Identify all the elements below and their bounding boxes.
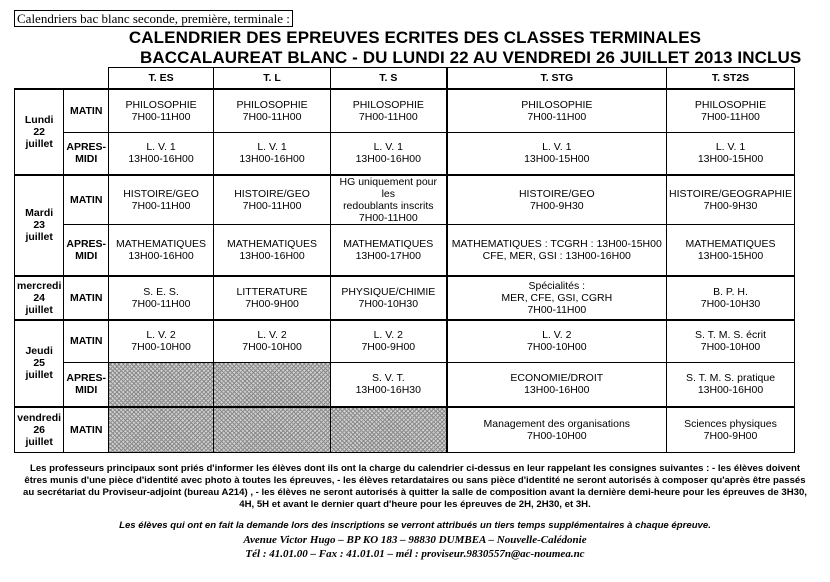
no-exam-cell bbox=[109, 407, 214, 453]
session-apres-midi: APRES- MIDI bbox=[64, 225, 109, 276]
table-row bbox=[15, 175, 795, 225]
exam-cell: S. E. S. 7H00-11H00 bbox=[109, 276, 214, 320]
exam-cell: PHILOSOPHIE 7H00-11H00 bbox=[109, 89, 214, 132]
exam-cell: PHILOSOPHIE 7H00-11H00 bbox=[667, 89, 795, 132]
tiers-temps-note: Les élèves qui ont en fait la demande lors des inscriptions se verront attribués un tiers temps supplémentaires à chaque épreuve. bbox=[119, 520, 711, 531]
table-row bbox=[15, 407, 795, 453]
exam-cell: MATHEMATIQUES 13H00-15H00 bbox=[667, 225, 795, 276]
exam-cell: Sciences physiques 7H00-9H00 bbox=[667, 407, 795, 453]
session-matin: MATIN bbox=[64, 407, 109, 453]
table-header-row bbox=[15, 68, 795, 90]
exam-cell: HG uniquement pour les redoublants inscrits 7H00-11H00 bbox=[331, 175, 447, 225]
page-subtitle: BACCALAUREAT BLANC - DU LUNDI 22 AU VENDREDI 26 JUILLET 2013 INCLUS bbox=[140, 48, 802, 67]
table-row bbox=[15, 276, 795, 320]
instructions-paragraph: Les professeurs principaux sont priés d'informer les élèves dont ils ont la charge du calendrier ci-dessus en leur rappelant les consignes suivantes : - les élèves doivent êtres munis d'une pièce d'identité avec photo à toutes les épreuves, - les élèves retardataires ou sans pièce d'identité ne seront autorisés à composer qu'après être passés au secrétariat du Proviseur-adjoint (bureau A214) , - les élèves ne seront autorisés à quitter la salle de composition avant la dernière demi-heure pour les épreuves de 3H30, 4H, 5H et avant le dernier quart d'heure pour les épreuves de 2H, 2H30, et 3H. bbox=[23, 463, 807, 510]
exam-cell: MATHEMATIQUES 13H00-17H00 bbox=[331, 225, 447, 276]
day-cell-jeudi: Jeudi 25 juillet bbox=[15, 320, 64, 407]
exam-cell: MATHEMATIQUES 13H00-16H00 bbox=[214, 225, 331, 276]
no-exam-cell bbox=[214, 407, 331, 453]
table-row bbox=[15, 132, 795, 175]
session-matin: MATIN bbox=[64, 276, 109, 320]
column-header-ts: T. S bbox=[331, 68, 447, 90]
session-matin: MATIN bbox=[64, 175, 109, 225]
header-blank bbox=[15, 68, 64, 90]
column-header-tes: T. ES bbox=[109, 68, 214, 90]
day-cell-mardi: Mardi 23 juillet bbox=[15, 175, 64, 276]
exam-cell: L. V. 1 13H00-16H00 bbox=[214, 132, 331, 175]
day-cell-mercredi: mercredi 24 juillet bbox=[15, 276, 64, 320]
day-cell-vendredi: vendredi 26 juillet bbox=[15, 407, 64, 453]
day-cell-lundi: Lundi 22 juillet bbox=[15, 89, 64, 175]
exam-cell: L. V. 2 7H00-10H00 bbox=[447, 320, 667, 363]
exam-cell: L. V. 1 13H00-15H00 bbox=[447, 132, 667, 175]
exam-cell: HISTOIRE/GEO 7H00-11H00 bbox=[214, 175, 331, 225]
exam-cell: L. V. 2 7H00-10H00 bbox=[214, 320, 331, 363]
exam-cell: MATHEMATIQUES 13H00-16H00 bbox=[109, 225, 214, 276]
exam-cell: L. V. 1 13H00-15H00 bbox=[667, 132, 795, 175]
session-matin: MATIN bbox=[64, 320, 109, 363]
no-exam-cell bbox=[331, 407, 447, 453]
exam-cell: HISTOIRE/GEO 7H00-9H30 bbox=[447, 175, 667, 225]
exam-cell: Management des organisations 7H00-10H00 bbox=[447, 407, 667, 453]
column-header-tstg: T. STG bbox=[447, 68, 667, 90]
exam-cell: L. V. 1 13H00-16H00 bbox=[331, 132, 447, 175]
header-blank bbox=[64, 68, 109, 90]
exam-cell: ECONOMIE/DROIT 13H00-16H00 bbox=[447, 363, 667, 407]
exam-cell: S. V. T. 13H00-16H30 bbox=[331, 363, 447, 407]
no-exam-cell bbox=[214, 363, 331, 407]
exam-cell: PHILOSOPHIE 7H00-11H00 bbox=[331, 89, 447, 132]
no-exam-cell bbox=[109, 363, 214, 407]
exam-cell: HISTOIRE/GEOGRAPHIE 7H00-9H30 bbox=[667, 175, 795, 225]
exam-cell: HISTOIRE/GEO 7H00-11H00 bbox=[109, 175, 214, 225]
exam-schedule-table bbox=[14, 67, 795, 453]
session-apres-midi: APRES- MIDI bbox=[64, 363, 109, 407]
school-contact: Tél : 41.01.00 – Fax : 41.01.01 – mél : proviseur.9830557n@ac-noumea.nc bbox=[245, 548, 585, 560]
session-matin: MATIN bbox=[64, 89, 109, 132]
exam-cell: S. T. M. S. pratique 13H00-16H00 bbox=[667, 363, 795, 407]
session-apres-midi: APRES- MIDI bbox=[64, 132, 109, 175]
exam-cell: S. T. M. S. écrit 7H00-10H00 bbox=[667, 320, 795, 363]
page-title: CALENDRIER DES EPREUVES ECRITES DES CLASSES TERMINALES bbox=[128, 28, 702, 47]
table-row bbox=[15, 363, 795, 407]
column-header-tl: T. L bbox=[214, 68, 331, 90]
column-header-tst2s: T. ST2S bbox=[667, 68, 795, 90]
exam-cell: L. V. 2 7H00-9H00 bbox=[331, 320, 447, 363]
table-row bbox=[15, 225, 795, 276]
intro-label: Calendriers bac blanc seconde, première, terminale : bbox=[14, 10, 293, 27]
exam-cell: PHILOSOPHIE 7H00-11H00 bbox=[447, 89, 667, 132]
school-address: Avenue Victor Hugo – BP KO 183 – 98830 DUMBEA – Nouvelle-Calédonie bbox=[243, 534, 587, 546]
exam-cell: L. V. 2 7H00-10H00 bbox=[109, 320, 214, 363]
table-row bbox=[15, 320, 795, 363]
exam-cell: B. P. H. 7H00-10H30 bbox=[667, 276, 795, 320]
exam-cell: L. V. 1 13H00-16H00 bbox=[109, 132, 214, 175]
exam-cell: PHYSIQUE/CHIMIE 7H00-10H30 bbox=[331, 276, 447, 320]
exam-cell: LITTERATURE 7H00-9H00 bbox=[214, 276, 331, 320]
exam-cell: PHILOSOPHIE 7H00-11H00 bbox=[214, 89, 331, 132]
exam-cell: MATHEMATIQUES : TCGRH : 13H00-15H00 CFE, MER, GSI : 13H00-16H00 bbox=[447, 225, 667, 276]
table-row bbox=[15, 89, 795, 132]
exam-cell: Spécialités : MER, CFE, GSI, CGRH 7H00-11H00 bbox=[447, 276, 667, 320]
